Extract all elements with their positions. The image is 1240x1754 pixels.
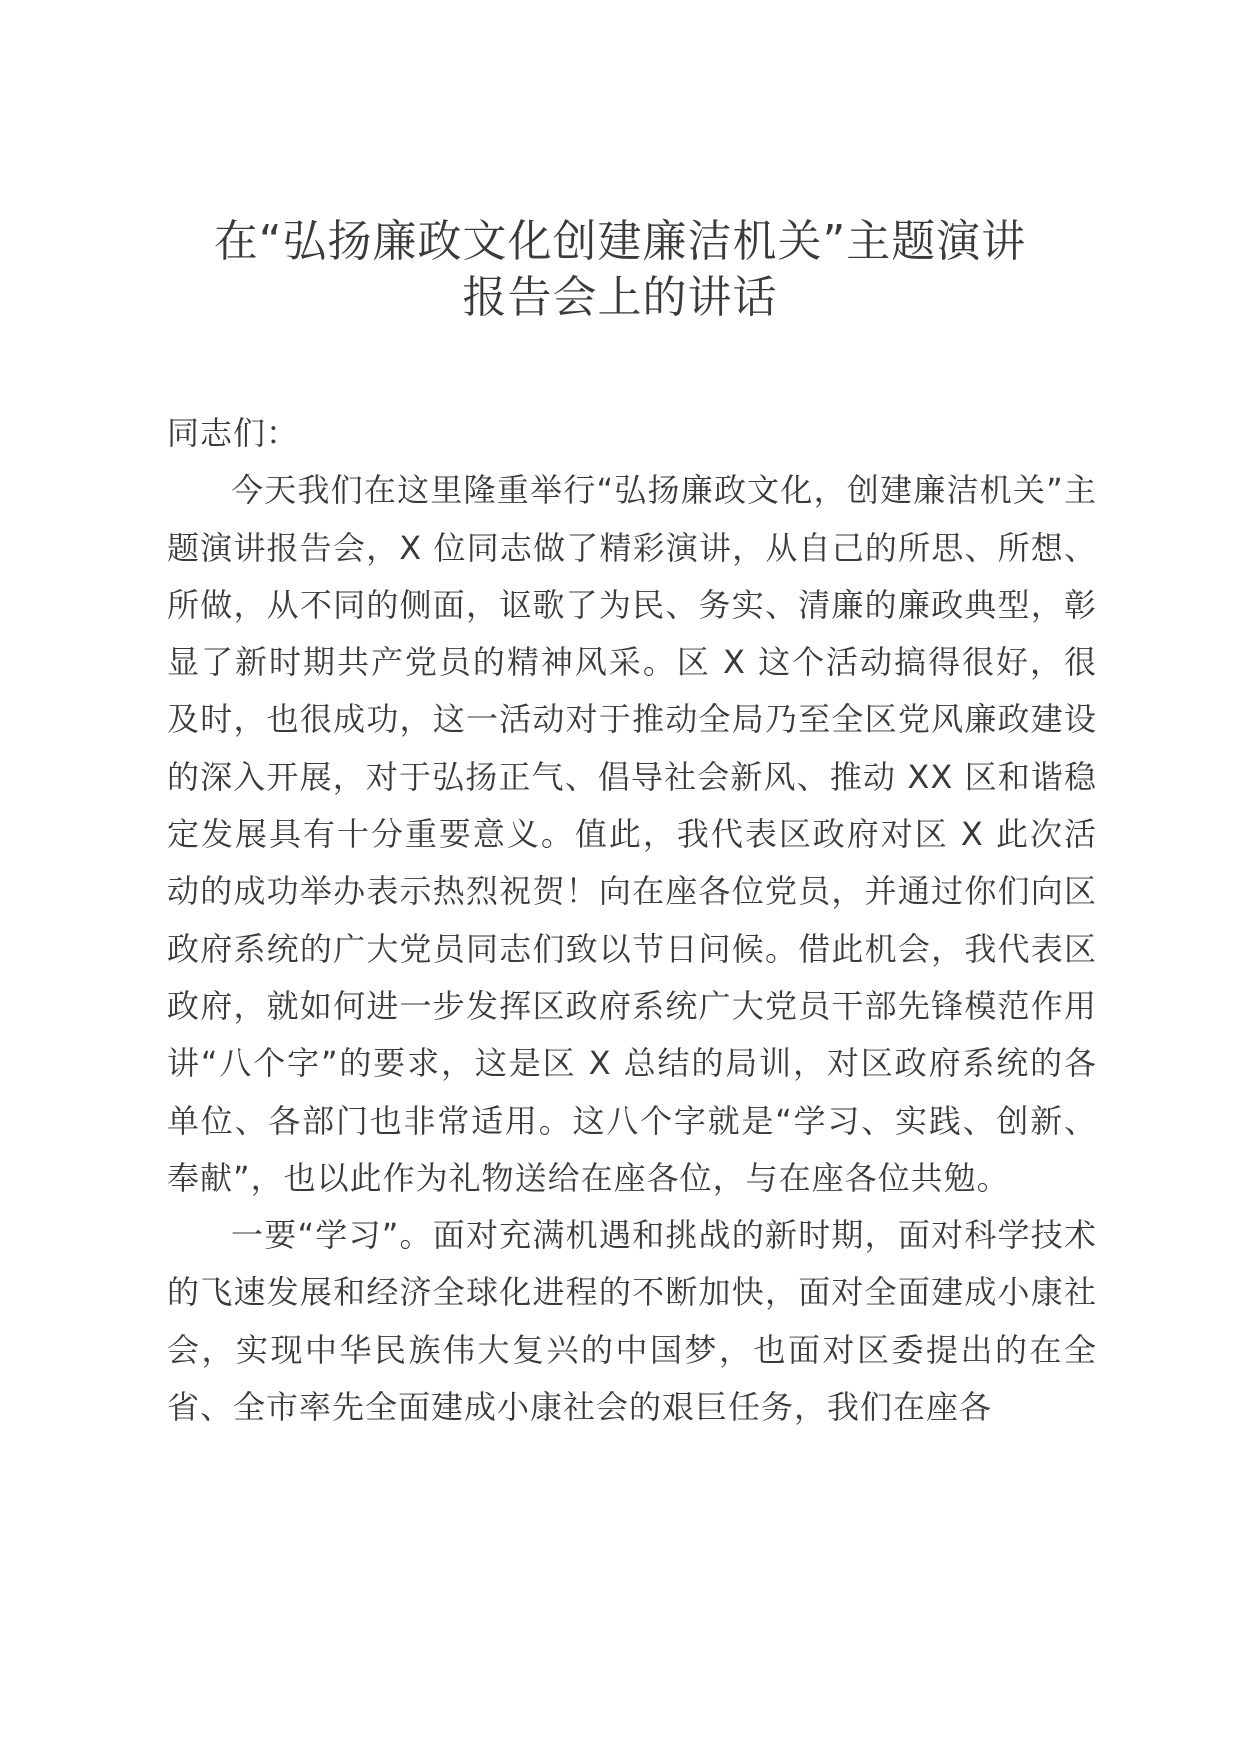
salutation: 同志们： xyxy=(167,414,300,452)
document-body xyxy=(167,405,1097,1436)
paragraph-2: 一要“学习”。面对充满机遇和挑战的新时期，面对科学技术的飞速发展和经济全球化进程的不断加快，面对全面建成小康社会，实现中华民族伟大复兴的中国梦，也面对区委提出的在全省、全市率先全面建成小康社会的艰巨任务，我们在座各 xyxy=(167,1216,1097,1427)
title-line-2: 报告会上的讲话 xyxy=(462,272,778,323)
title-line-1: 在“弘扬廉政文化创建廉洁机关”主题演讲 xyxy=(213,216,1027,267)
document-title xyxy=(120,214,1120,326)
paragraph-1: 今天我们在这里隆重举行“弘扬廉政文化，创建廉洁机关”主题演讲报告会，X 位同志做了精彩演讲，从自己的所思、所想、所做，从不同的侧面，讴歌了为民、务实、清廉的廉政典型，彰显了新时期共产党员的精神风采。区 X 这个活动搞得很好，很及时，也很成功，这一活动对于推动全局乃至全区党风廉政建设的深入开展，对于弘扬正气、倡导社会新风、推动 XX 区和谐稳定发展具有十分重要意义。值此，我代表区政府对区 X 此次活动的成功举办表示热烈祝贺！向在座各位党员，并通过你们向区政府系统的广大党员同志们致以节日问候。借此机会，我代表区政府，就如何进一步发挥区政府系统广大党员干部先锋模范作用讲“八个字”的要求，这是区 X 总结的局训，对区政府系统的各单位、各部门也非常适用。这八个字就是“学习、实践、创新、奉献”，也以此作为礼物送给在座各位，与在座各位共勉。 xyxy=(167,471,1097,1197)
